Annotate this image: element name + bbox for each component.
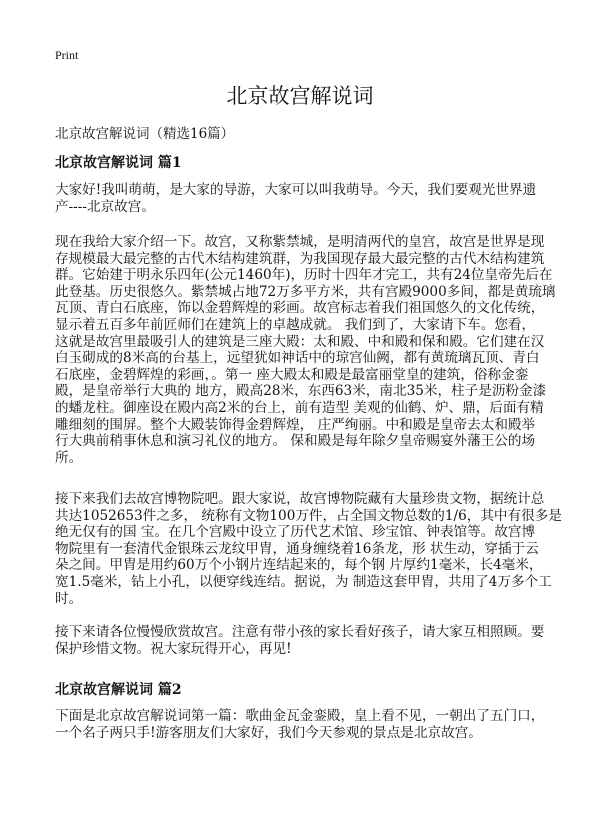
document-subtitle: 北京故宫解说词（精选16篇） — [55, 126, 235, 142]
text-line: 存规模最大最完整的古代木结构建筑群，为我国现存最大最完整的古代木结构建筑 — [55, 250, 545, 267]
print-link[interactable]: Print — [55, 48, 79, 62]
text-line: 产----北京故宫。 — [55, 198, 155, 215]
paragraph-1-3 — [55, 491, 585, 607]
text-line: 所。 — [55, 449, 83, 466]
text-line: 雕细刻的围屏。整个大殿装饰得金碧辉煌， 庄严绚丽。中和殿是皇帝去太和殿举 — [55, 416, 536, 433]
document-title: 北京故宫解说词 — [226, 84, 374, 108]
section-heading-2: 北京故宫解说词 篇2 — [55, 682, 182, 698]
text-line: 此登基。历史很悠久。紫禁城占地72万多平方米，共有宫殿9000多间，都是黄琉璃 — [55, 283, 556, 300]
section-heading-1: 北京故宫解说词 篇1 — [55, 155, 182, 171]
text-line: 绝无仅有的国 宝。在几个宫殿中设立了历代艺术馆、珍宝馆、钟表馆等。故宫博 — [55, 524, 536, 541]
text-line: 现在我给大家介绍一下。故宫，又称紫禁城，是明清两代的皇宫，故宫是世界是现 — [55, 234, 545, 250]
text-line: 接下来请各位慢慢欣赏故宫。注意有带小孩的家长看好孩子，请大家互相照顾。要 — [55, 624, 545, 640]
text-line: 白玉砌成的8米高的台基上，远望犹如神话中的琼宫仙阙，都有黄琉璃瓦顶、青白 — [55, 350, 540, 367]
text-line: 大家好!我叫萌萌，是大家的导游，大家可以叫我萌导。今天，我们要观光世界遗 — [55, 182, 537, 198]
text-line: 接下来我们去故宫博物院吧。跟大家说，故宫博物院藏有大量珍贵文物，据统计总 — [55, 491, 545, 507]
paragraph-2-1 — [55, 708, 585, 741]
text-line: 的蟠龙柱。御座设在殿内高2米的台上，前有造型 美观的仙鹤、炉、鼎，后面有精 — [55, 399, 544, 416]
text-line: 这就是故宫里最吸引人的建筑是三座大殿：太和殿、中和殿和保和殿。它们建在汉 — [55, 333, 545, 350]
text-line: 时。 — [55, 590, 83, 607]
text-line: 下面是北京故宫解说词第一篇：歌曲金瓦金銮殿，皇上看不见，一朝出了五门口， — [55, 708, 545, 724]
text-line: 共达1052653件之多， 统称有文物100万件，占全国文物总数的1/6，其中有很多是 — [55, 507, 562, 524]
text-line: 瓦顶、青白石底座，饰以金碧辉煌的彩画。故宫标志着我们祖国悠久的文化传统， — [55, 300, 545, 317]
text-line: 显示着五百多年前匠师们在建筑上的卓越成就。 我们到了，大家请下车。您看， — [55, 316, 536, 333]
text-line: 石底座，金碧辉煌的彩画，。第一 座大殿太和殿是最富丽堂皇的建筑，俗称金銮 — [55, 366, 529, 383]
paragraph-1-2 — [55, 234, 585, 466]
text-line: 宽1.5毫米，钻上小孔，以便穿线连结。据说，为 制造这套甲胄，共用了4万多个工 — [55, 573, 552, 590]
text-line: 行大典前稍事休息和演习礼仪的地方。 保和殿是每年除夕皇帝赐宴外藩王公的场 — [55, 433, 536, 450]
text-line: 殿，是皇帝举行大典的 地方，殿高28米，东西63米，南北35米，柱子是沥粉金漆 — [55, 383, 547, 400]
text-line: 群。它始建于明永乐四年(公元1460年)，历时十四年才完工，共有24位皇帝先后在 — [55, 267, 553, 284]
paragraph-1-1 — [55, 182, 585, 215]
text-line: 保护珍惜文物。祝大家玩得开心，再见! — [55, 640, 292, 657]
text-line: 朵之间。甲胄是用约60万个小钢片连结起来的，每个钢 片厚约1毫米，长4毫米， — [55, 557, 543, 574]
text-line: 一个名子两只手!游客朋友们大家好，我们今天参观的景点是北京故宫。 — [55, 724, 482, 741]
paragraph-1-4 — [55, 624, 585, 657]
text-line: 物院里有一套清代金银珠云龙纹甲胄，通身缠绕着16条龙，形 状生动，穿插于云 — [55, 540, 539, 557]
